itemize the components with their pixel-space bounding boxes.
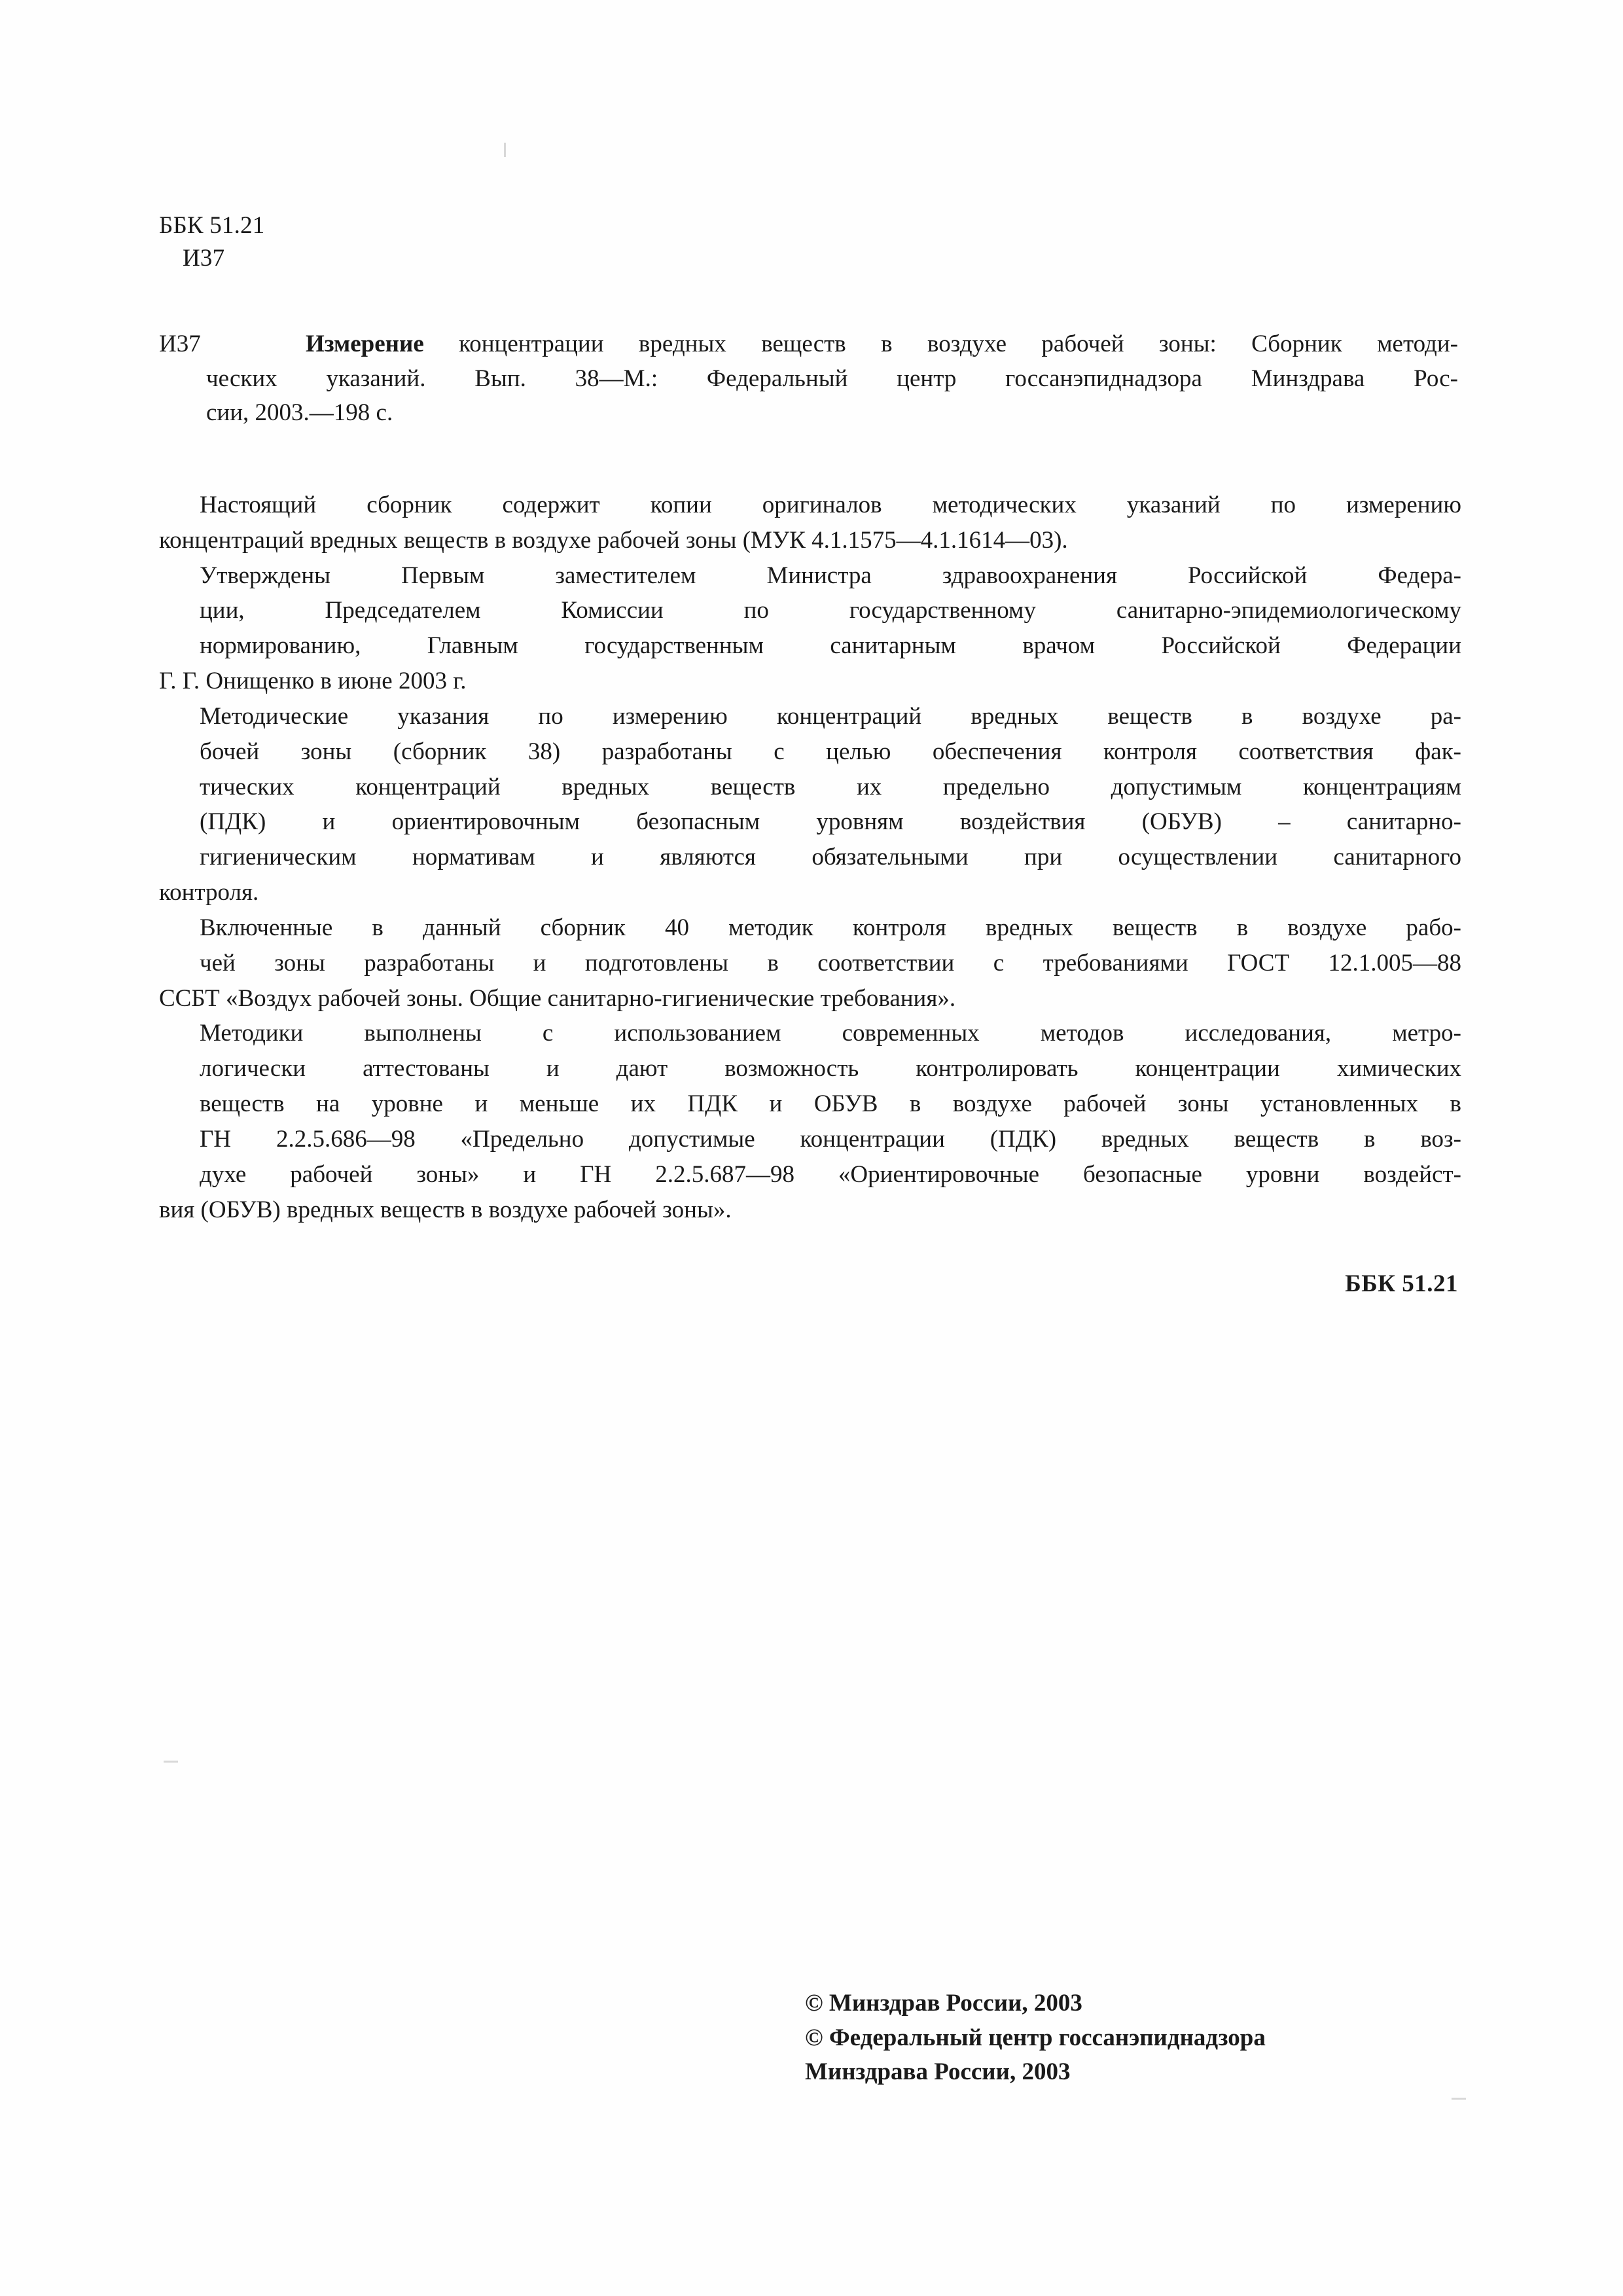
bbk-code: ББК 51.21 (159, 212, 265, 239)
entry-line2: ческих указаний. Вып. 38—М.: Федеральный центр госсанэпиднадзора Минздрава Рос- (206, 365, 1458, 392)
copyright-line-1: © Минздрав России, 2003 (805, 1990, 1082, 2017)
bbk-footer: ББК 51.21 (1345, 1270, 1458, 1297)
paragraph-4-line-1: Включенные в данный сборник 40 методик контроля вредных веществ в воздухе рабо- (200, 914, 1461, 941)
copyright-block (805, 1986, 1266, 2090)
paragraph-3-line-6: контроля. (159, 879, 259, 906)
paragraph-1 (159, 488, 1461, 558)
paragraph-3-line-1: Методические указания по измерению концентраций вредных веществ в воздухе ра- (200, 702, 1461, 730)
paragraph-5-line-3: веществ на уровне и меньше их ПДК и ОБУВ в воздухе рабочей зоны установленных в (200, 1090, 1461, 1118)
abstract-body (159, 488, 1461, 1227)
paragraph-2-line-4: Г. Г. Онищенко в июне 2003 г. (159, 668, 467, 695)
copyright-line-3: Минздрава России, 2003 (805, 2058, 1071, 2086)
paragraph-1-line-1: Настоящий сборник содержит копии оригиналов методических указаний по измерению (200, 492, 1461, 518)
author-sign: И37 (183, 244, 225, 272)
paragraph-4-line-2: чей зоны разработаны и подготовлены в соответствии с требованиями ГОСТ 12.1.005—88 (200, 949, 1461, 977)
paragraph-5-line-4: ГН 2.2.5.686—98 «Предельно допустимые концентрации (ПДК) вредных веществ в воз- (200, 1125, 1461, 1153)
paragraph-3-line-5: гигиеническим нормативам и являются обязательными при осуществлении санитарного (200, 844, 1461, 871)
paragraph-3 (159, 699, 1461, 910)
entry-line1-rest: концентрации вредных веществ в воздухе рабочей зоны: Сборник методи- (423, 331, 1459, 357)
paragraph-2-line-3: нормированию, Главным государственным санитарным врачом Российской Федерации (200, 632, 1461, 660)
paragraph-5-line-5: духе рабочей зоны» и ГН 2.2.5.687—98 «Ориентировочные безопасные уровни воздейст- (200, 1160, 1461, 1188)
paragraph-5 (159, 1016, 1461, 1227)
paragraph-3-line-4: (ПДК) и ориентировочным безопасным уровням воздействия (ОБУВ) – санитарно- (200, 808, 1461, 836)
paragraph-3-line-2: бочей зоны (сборник 38) разработаны с целью обеспечения контроля соответствия фак- (200, 738, 1461, 765)
entry-index: И37 (159, 331, 201, 357)
paragraph-2-line-2: ции, Председателем Комиссии по государственному санитарно-эпидемиологическому (200, 597, 1461, 624)
scan-mark-top (504, 143, 506, 157)
entry-lead-bold: Измерение (305, 331, 424, 357)
paragraph-1-line-2: концентраций вредных веществ в воздухе рабочей зоны (МУК 4.1.1575—4.1.1614—03). (159, 526, 1068, 554)
paragraph-5-line-1: Методики выполнены с использованием современных методов исследования, метро- (200, 1020, 1461, 1047)
paragraph-2 (159, 558, 1461, 699)
scan-mark-left (164, 1761, 178, 1763)
copyright-line-2: © Федеральный центр госсанэпиднадзора (805, 2024, 1266, 2051)
paragraph-3-line-3: тических концентраций вредных веществ их предельно допустимым концентрациям (200, 773, 1461, 800)
paragraph-5-line-2: логически аттестованы и дают возможность контролировать концентрации химических (200, 1055, 1461, 1083)
paragraph-5-line-6: вия (ОБУВ) вредных веществ в воздухе рабочей зоны». (159, 1196, 732, 1223)
paragraph-2-line-1: Утверждены Первым заместителем Министра здравоохранения Российской Федера- (200, 562, 1461, 589)
paragraph-4 (159, 910, 1461, 1016)
classification-block (159, 209, 264, 274)
bibliographic-entry (159, 327, 1458, 431)
scan-mark-right (1452, 2098, 1466, 2100)
paragraph-4-line-3: ССБТ «Воздух рабочей зоны. Общие санитарно-гигиенические требования». (159, 984, 956, 1012)
entry-line3: сии, 2003.—198 с. (206, 399, 393, 427)
